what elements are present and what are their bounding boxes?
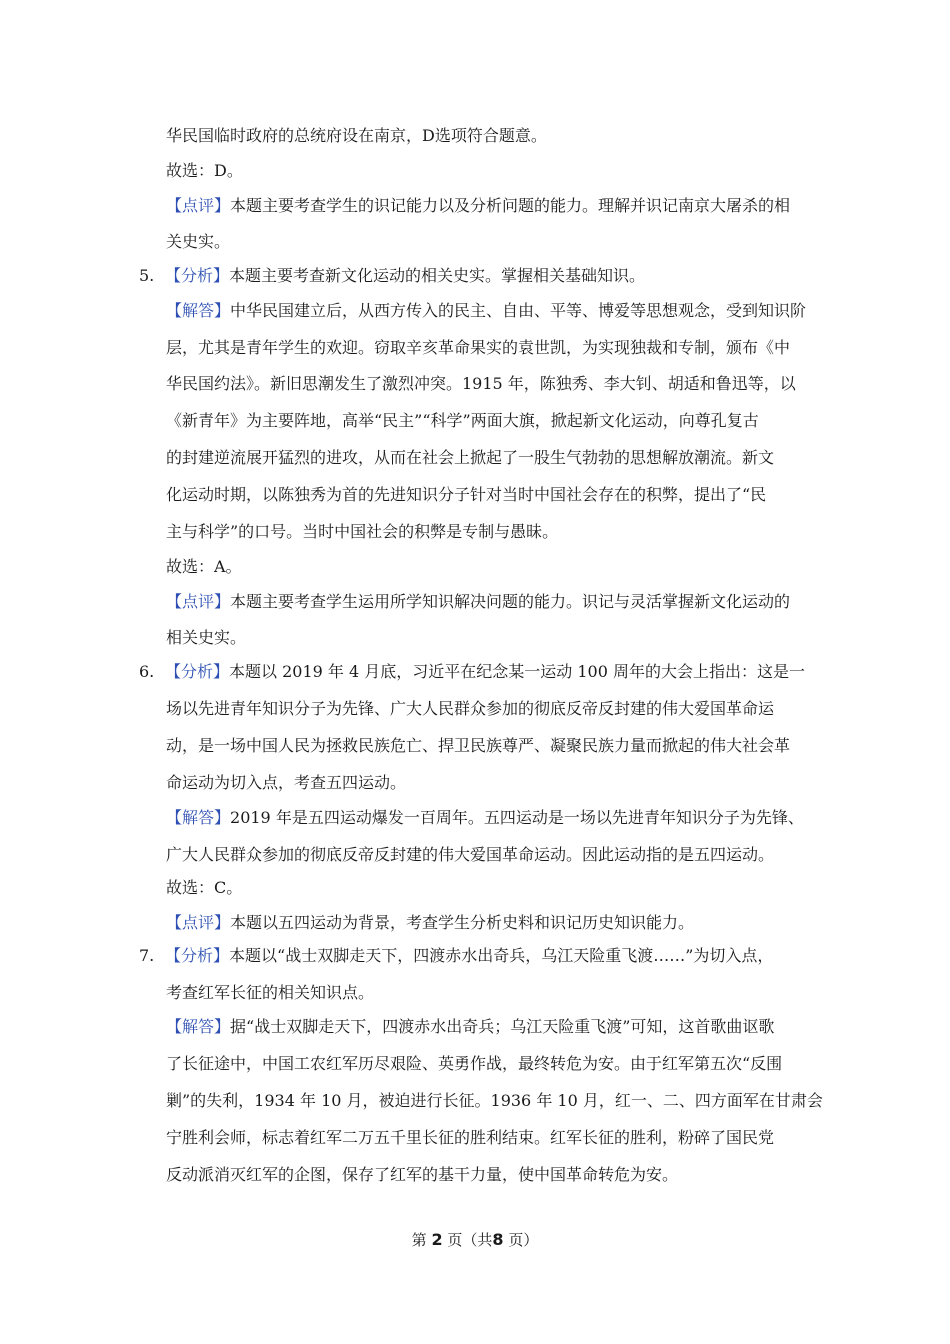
q6-answer: 故选：C。 xyxy=(166,878,243,897)
fenxi-label: 【分析】 xyxy=(165,266,230,285)
q7-jieda-line-3: 剿”的失利，1934 年 10 月，被迫进行长征。1936 年 10 月，红一、二、四方面军在甘肃会 xyxy=(166,1091,823,1110)
question-number: 7. xyxy=(139,946,155,965)
q5-jieda-line-2: 层，尤其是青年学生的欢迎。窃取辛亥革命果实的袁世凯，为实现独裁和专制，颁布《中 xyxy=(166,338,791,357)
q4-dianping-line-1: 【点评】本题主要考查学生的识记能力以及分析问题的能力。理解并识记南京大屠杀的相 xyxy=(166,196,791,215)
q6-fenxi-line-1: 6. 【分析】本题以 2019 年 4 月底，习近平在纪念某一运动 100 周年的大会上指出：这是一 xyxy=(139,662,805,681)
q4-answer: 故选：D。 xyxy=(166,161,243,180)
q5-jieda-line-1: 【解答】中华民国建立后，从西方传入的民主、自由、平等、博爱等思想观念，受到知识阶 xyxy=(166,301,807,320)
jieda-label: 【解答】 xyxy=(166,808,231,827)
q7-fenxi-line-1: 7. 【分析】本题以“战士双脚走天下，四渡赤水出奇兵，乌江天险重飞渡……”为切入点， xyxy=(139,946,774,965)
q6-jieda-line-2: 广大人民群众参加的彻底反帝反封建的伟大爱国革命运动。因此运动指的是五四运动。 xyxy=(166,845,775,864)
current-page-number: 2 xyxy=(431,1230,443,1249)
q5-answer: 故选：A。 xyxy=(166,557,242,576)
q7-jieda-line-1: 【解答】据“战士双脚走天下，四渡赤水出奇兵；乌江天险重飞渡”可知，这首歌曲讴歌 xyxy=(166,1017,775,1036)
q5-jieda-line-7: 主与科学”的口号。当时中国社会的积弊是专制与愚昧。 xyxy=(166,522,559,541)
q5-jieda-line-3: 华民国约法》。新旧思潮发生了激烈冲突。1915 年，陈独秀、李大钊、胡适和鲁迅等，以 xyxy=(166,374,796,393)
dianping-label: 【点评】 xyxy=(166,913,231,932)
fenxi-label: 【分析】 xyxy=(165,662,230,681)
total-page-number: 8 xyxy=(492,1230,504,1249)
q6-dianping: 【点评】本题以五四运动为背景，考查学生分析史料和识记历史知识能力。 xyxy=(166,913,695,932)
q5-jieda-line-4: 《新青年》为主要阵地，高举“民主”“科学”两面大旗，掀起新文化运动，向尊孔复古 xyxy=(166,411,759,430)
q4-dianping-line-2: 关史实。 xyxy=(166,232,231,251)
q5-dianping-line-2: 相关史实。 xyxy=(166,628,247,647)
fenxi-label: 【分析】 xyxy=(165,946,230,965)
q7-fenxi-line-2: 考查红军长征的相关知识点。 xyxy=(166,983,375,1002)
question-number: 6. xyxy=(139,662,155,681)
q6-fenxi-line-3: 动，是一场中国人民为拯救民族危亡、捍卫民族尊严、凝聚民族力量而掀起的伟大社会革 xyxy=(166,736,791,755)
page-footer: 第 2 页（共8 页） xyxy=(411,1230,539,1249)
q5-dianping-line-1: 【点评】本题主要考查学生运用所学知识解决问题的能力。识记与灵活掌握新文化运动的 xyxy=(166,592,791,611)
jieda-label: 【解答】 xyxy=(166,1017,231,1036)
dianping-label: 【点评】 xyxy=(166,196,231,215)
q5-jieda-line-5: 的封建逆流展开猛烈的进攻，从而在社会上掀起了一股生气勃勃的思想解放潮流。新文 xyxy=(166,448,775,467)
q6-fenxi-line-4: 命运动为切入点，考查五四运动。 xyxy=(166,773,407,792)
q6-fenxi-line-2: 场以先进青年知识分子为先锋、广大人民群众参加的彻底反帝反封建的伟大爱国革命运 xyxy=(166,699,775,718)
jieda-label: 【解答】 xyxy=(166,301,231,320)
q5-jieda-line-6: 化运动时期，以陈独秀为首的先进知识分子针对当时中国社会存在的积弊，提出了“民 xyxy=(166,485,767,504)
dianping-label: 【点评】 xyxy=(166,592,231,611)
q4-jieda-tail: 华民国临时政府的总统府设在南京，D选项符合题意。 xyxy=(166,126,547,145)
q5-fenxi: 5. 【分析】本题主要考查新文化运动的相关史实。掌握相关基础知识。 xyxy=(139,266,646,285)
question-number: 5. xyxy=(139,266,155,285)
q7-jieda-line-4: 宁胜利会师，标志着红军二万五千里长征的胜利结束。红军长征的胜利，粉碎了国民党 xyxy=(166,1128,775,1147)
q7-jieda-line-2: 了长征途中，中国工农红军历尽艰险、英勇作战，最终转危为安。由于红军第五次“反围 xyxy=(166,1054,783,1073)
q6-jieda-line-1: 【解答】2019 年是五四运动爆发一百周年。五四运动是一场以先进青年知识分子为先锋、 xyxy=(166,808,804,827)
q7-jieda-line-5: 反动派消灭红军的企图，保存了红军的基干力量，使中国革命转危为安。 xyxy=(166,1165,679,1184)
